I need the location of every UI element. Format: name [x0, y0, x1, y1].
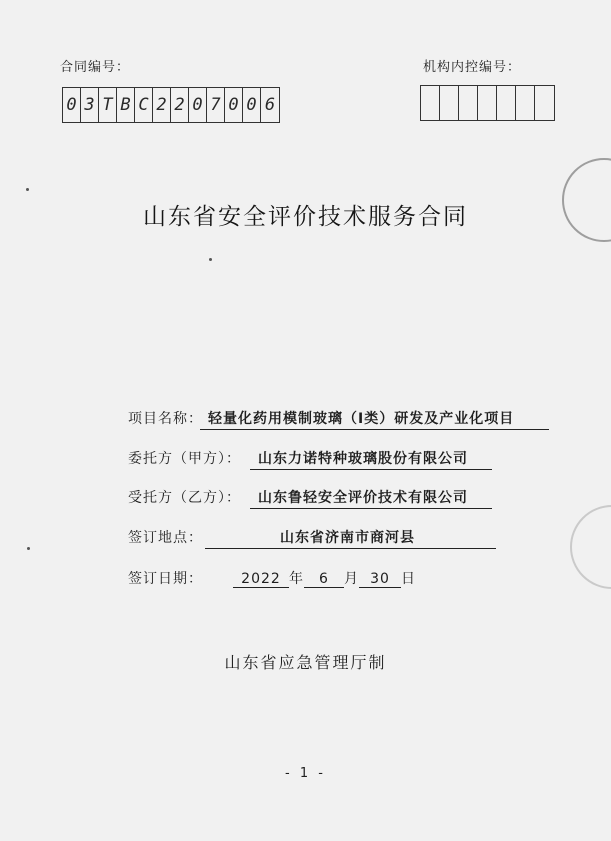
- internal-no-box: [440, 86, 459, 120]
- place-label: 签订地点：: [128, 530, 203, 546]
- project-value: 轻量化药用模制玻璃（I类）研发及产业化项目: [200, 408, 549, 430]
- contract-no-char: C: [135, 88, 153, 122]
- contract-no-label: 合同编号：: [60, 60, 131, 75]
- contractor-label: 受托方（乙方）：: [128, 490, 241, 506]
- place-value: 山东省济南市商河县: [205, 527, 496, 549]
- contract-no-char: T: [99, 88, 117, 122]
- contractor-value: 山东鲁轻安全评价技术有限公司: [250, 487, 492, 509]
- date-label: 签订日期：: [128, 571, 203, 587]
- contract-no-boxes: [62, 87, 280, 123]
- date-month: 6: [304, 571, 344, 588]
- internal-no-box: [478, 86, 497, 120]
- contract-no-char: 2: [153, 88, 171, 122]
- contract-no-char: 0: [243, 88, 261, 122]
- internal-no-boxes: [420, 85, 555, 121]
- contract-no-char: 0: [189, 88, 207, 122]
- client-value: 山东力诺特种玻璃股份有限公司: [250, 448, 492, 470]
- contract-no-char: B: [117, 88, 135, 122]
- internal-no-box: [516, 86, 535, 120]
- company-seal-mid: [570, 505, 611, 589]
- contract-no-char: 2: [171, 88, 189, 122]
- contract-no-char: 3: [81, 88, 99, 122]
- internal-no-label: 机构内控编号：: [423, 60, 522, 75]
- scan-speck: [209, 258, 212, 261]
- scan-speck: [27, 547, 30, 550]
- internal-no-box: [497, 86, 516, 120]
- contract-no-char: 0: [63, 88, 81, 122]
- date-year: 2022: [233, 571, 289, 588]
- signing-date: [128, 568, 416, 588]
- issuer-footer: 山东省应急管理厅制: [224, 653, 387, 672]
- client-label: 委托方（甲方）：: [128, 451, 241, 467]
- date-day: 30: [359, 571, 401, 588]
- contract-no-char: 0: [225, 88, 243, 122]
- scan-speck: [26, 188, 29, 191]
- day-unit: 日: [401, 571, 416, 587]
- internal-no-box: [535, 86, 554, 120]
- page-number: - 1 -: [285, 766, 326, 781]
- contract-no-char: 6: [264, 95, 276, 115]
- document-title: 山东省安全评价技术服务合同: [143, 204, 468, 230]
- project-label: 项目名称：: [128, 411, 203, 427]
- internal-no-box: [459, 86, 478, 120]
- internal-no-box: [421, 86, 440, 120]
- contract-no-char: 7: [207, 88, 225, 122]
- month-unit: 月: [344, 571, 359, 587]
- year-unit: 年: [289, 571, 304, 587]
